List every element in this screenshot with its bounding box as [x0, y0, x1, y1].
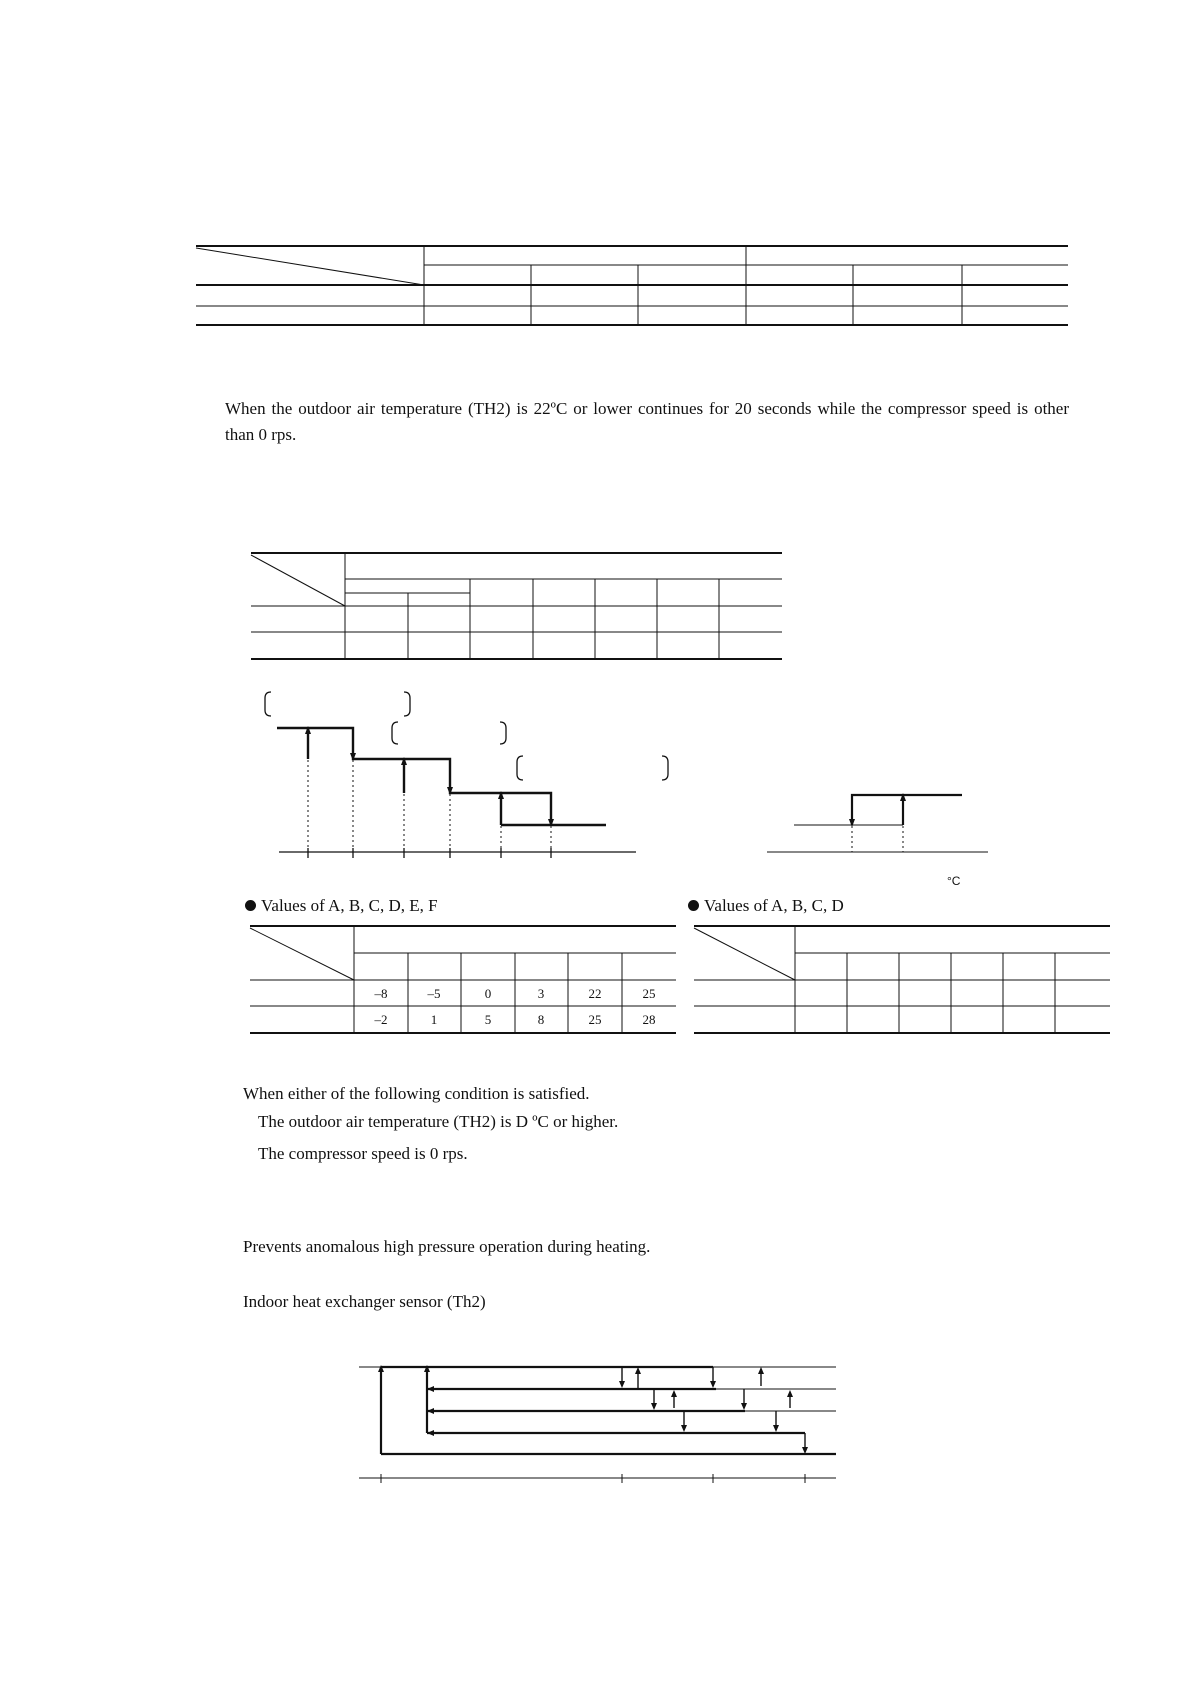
- af-row1-cell: –5: [427, 986, 441, 1001]
- top-table: [0, 0, 1191, 340]
- values-ad-title-text: Values of A, B, C, D: [704, 896, 844, 915]
- af-row2-cell: 5: [484, 1012, 492, 1027]
- unit-label: °C: [947, 874, 961, 888]
- section3-purpose: Prevents anomalous high pressure operation during heating.: [243, 1237, 651, 1256]
- middle-table: [0, 540, 800, 670]
- values-af-title: [245, 896, 438, 916]
- af-row2-cell: 25: [588, 1012, 602, 1027]
- section3-sensor: Indoor heat exchanger sensor (Th2): [243, 1292, 486, 1311]
- section1-paragraph: When the outdoor air temperature (TH2) is 22ºC or lower continues for 20 seconds while the compressor speed is other than 0 rps.: [225, 399, 1069, 444]
- section2-condition-1: The outdoor air temperature (TH2) is D ºC or higher.: [258, 1112, 619, 1131]
- bullet-icon: [245, 900, 256, 911]
- af-row1-cell: 0: [484, 986, 492, 1001]
- af-row2-cell: 8: [537, 1012, 545, 1027]
- af-row2-cell: 1: [430, 1012, 438, 1027]
- section2-intro: When either of the following condition is satisfied.: [243, 1084, 590, 1103]
- values-ad-title: [688, 896, 844, 916]
- high-pressure-diagram: [0, 1350, 1191, 1490]
- af-row1-cell: 3: [537, 986, 545, 1001]
- values-af-title-text: Values of A, B, C, D, E, F: [261, 896, 438, 915]
- af-row2-cell: 28: [642, 1012, 656, 1027]
- bullet-icon: [688, 900, 699, 911]
- section2-condition-2: The compressor speed is 0 rps.: [258, 1144, 468, 1163]
- step-diagram-right: [0, 780, 1191, 860]
- af-row1-cell: –8: [374, 986, 388, 1001]
- af-row1-cell: 25: [642, 986, 656, 1001]
- values-ad-table: [0, 920, 1191, 1040]
- af-row1-cell: 22: [588, 986, 602, 1001]
- af-row2-cell: –2: [374, 1012, 388, 1027]
